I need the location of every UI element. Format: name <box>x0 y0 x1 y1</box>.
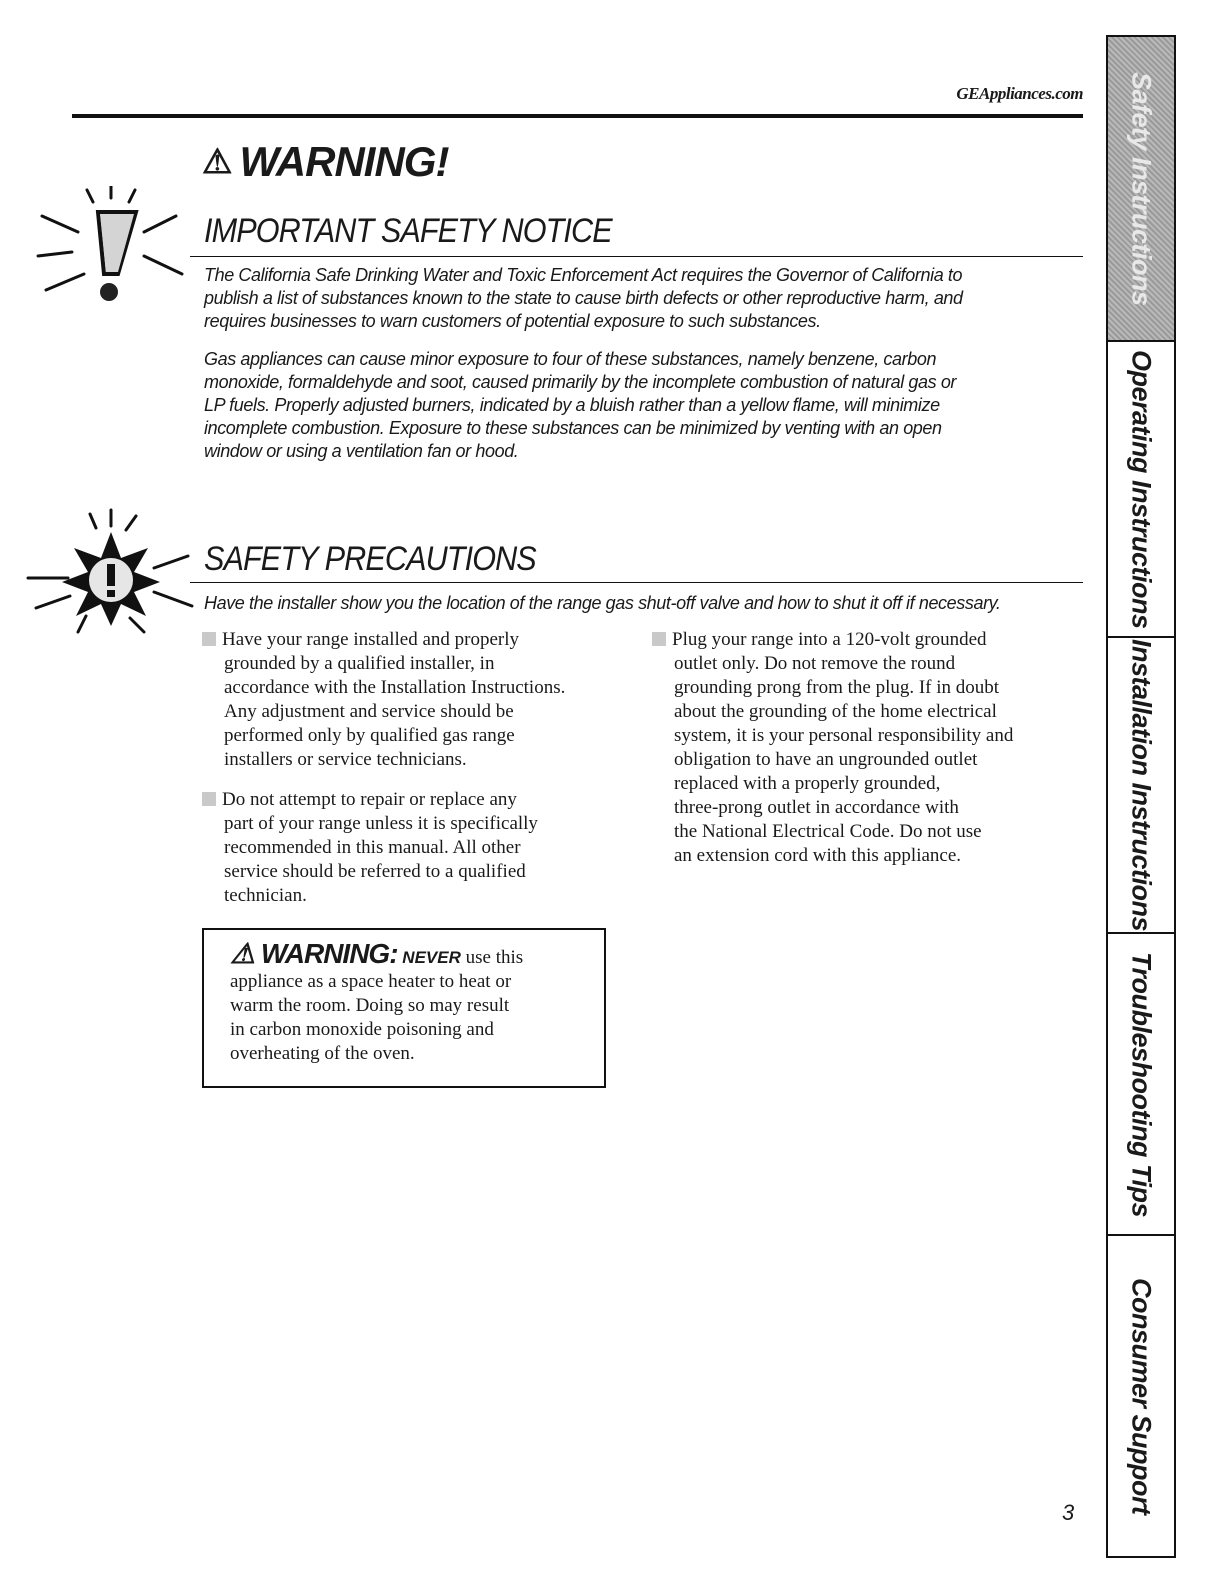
tab-label: Consumer Support <box>1126 1277 1157 1515</box>
precautions-rule <box>190 582 1083 583</box>
precautions-intro: Have the installer show you the location of the range gas shut-off valve and how to shut it off if necessary. <box>204 593 1001 613</box>
text-line: appliance as a space heater to heat or <box>230 971 512 992</box>
bullet-icon <box>202 632 216 646</box>
tab-safety-instructions[interactable] <box>1108 37 1174 342</box>
text-span: Have your range installed and properly <box>222 629 520 650</box>
text-line: LP fuels. Properly adjusted burners, indicated by a bluish rather than a yellow flame, will minimize <box>204 395 940 415</box>
bullet-icon <box>652 632 666 646</box>
notice-title: IMPORTANT SAFETY NOTICE <box>204 212 612 250</box>
text-line <box>652 628 1092 652</box>
tab-label: Safety Instructions <box>1126 71 1157 306</box>
text-line: grounded by a qualified installer, in <box>224 653 495 674</box>
text-line: obligation to have an ungrounded outlet <box>674 749 978 770</box>
warning-label: WARNING: <box>260 938 398 969</box>
text-line: the National Electrical Code. Do not use <box>674 821 982 842</box>
text-line: accordance with the Installation Instructions. <box>224 677 566 698</box>
text-line <box>202 628 642 652</box>
bullet-item <box>652 628 1092 868</box>
text-line: warm the room. Doing so may result <box>230 995 510 1016</box>
text-line: overheating of the oven. <box>230 1043 415 1064</box>
text-line: grounding prong from the plug. If in doubt <box>674 677 1000 698</box>
text-line: in carbon monoxide poisoning and <box>230 1019 494 1040</box>
text-line: performed only by qualified gas range <box>224 725 515 746</box>
text-line: recommended in this manual. All other <box>224 837 521 858</box>
text-span: Plug your range into a 120-volt grounded <box>672 629 987 650</box>
text-line: incomplete combustion. Exposure to these substances can be minimized by venting with an open <box>204 418 942 438</box>
tab-operating-instructions[interactable] <box>1108 342 1174 638</box>
text-line: monoxide, formaldehyde and soot, caused primarily by the incomplete combustion of natural gas or <box>204 372 957 392</box>
text-line: Any adjustment and service should be <box>224 701 514 722</box>
tab-label: Installation Instructions <box>1126 638 1157 932</box>
text-line: technician. <box>224 885 307 906</box>
notice-rule <box>190 256 1083 257</box>
text-lines <box>202 812 642 908</box>
text-line: an extension cord with this appliance. <box>674 845 962 866</box>
text-span: use this <box>465 947 524 968</box>
text-lines <box>202 652 642 772</box>
bullet-item <box>202 788 642 908</box>
notice-paragraph-1 <box>204 264 1084 333</box>
site-url: GEAppliances.com <box>956 84 1083 103</box>
tab-installation-instructions[interactable] <box>1108 638 1174 934</box>
text-line: replaced with a properly grounded, <box>674 773 941 794</box>
text-line: service should be referred to a qualified <box>224 861 526 882</box>
text-span: Do not attempt to repair or replace any <box>222 789 517 810</box>
tab-label: Troubleshooting Tips <box>1126 951 1157 1217</box>
warning-heading <box>202 138 448 186</box>
text-line: requires businesses to warn customers of potential exposure to such substances. <box>204 311 821 331</box>
bullet-item <box>202 628 642 772</box>
text-lines <box>652 652 1092 868</box>
page-number: 3 <box>1062 1500 1075 1525</box>
text-line: part of your range unless it is specifically <box>224 813 538 834</box>
starburst-exclamation-icon <box>26 508 196 638</box>
text-line: window or using a ventilation fan or hood. <box>204 441 519 461</box>
exclamation-burst-icon <box>36 186 186 306</box>
warning-triangle-icon: ⚠ <box>202 143 232 181</box>
warning-box <box>202 928 606 1088</box>
warning-title: WARNING! <box>239 138 449 185</box>
tab-troubleshooting-tips[interactable] <box>1108 934 1174 1236</box>
text-line: The California Safe Drinking Water and Toxic Enforcement Act requires the Governor of California to <box>204 265 963 285</box>
section-tabs <box>1106 35 1176 1558</box>
text-line: publish a list of substances known to the state to cause birth defects or other reproductive harm, and <box>204 288 963 308</box>
text-line <box>230 938 578 970</box>
bullet-icon <box>202 792 216 806</box>
text-line: system, it is your personal responsibility and <box>674 725 1014 746</box>
notice-paragraph-2 <box>204 348 1084 463</box>
text-line: Gas appliances can cause minor exposure to four of these substances, namely benzene, carbon <box>204 349 937 369</box>
tab-consumer-support[interactable] <box>1108 1236 1174 1556</box>
warning-triangle-icon: ⚠ <box>230 938 261 969</box>
text-line: outlet only. Do not remove the round <box>674 653 956 674</box>
text-line: installers or service technicians. <box>224 749 467 770</box>
text-line: three-prong outlet in accordance with <box>674 797 959 818</box>
never-label: NEVER <box>402 948 461 967</box>
text-line <box>202 788 642 812</box>
tab-label: Operating Instructions <box>1126 349 1157 629</box>
precautions-title: SAFETY PRECAUTIONS <box>204 540 536 578</box>
text-line: about the grounding of the home electrical <box>674 701 997 722</box>
header-rule <box>72 114 1083 118</box>
